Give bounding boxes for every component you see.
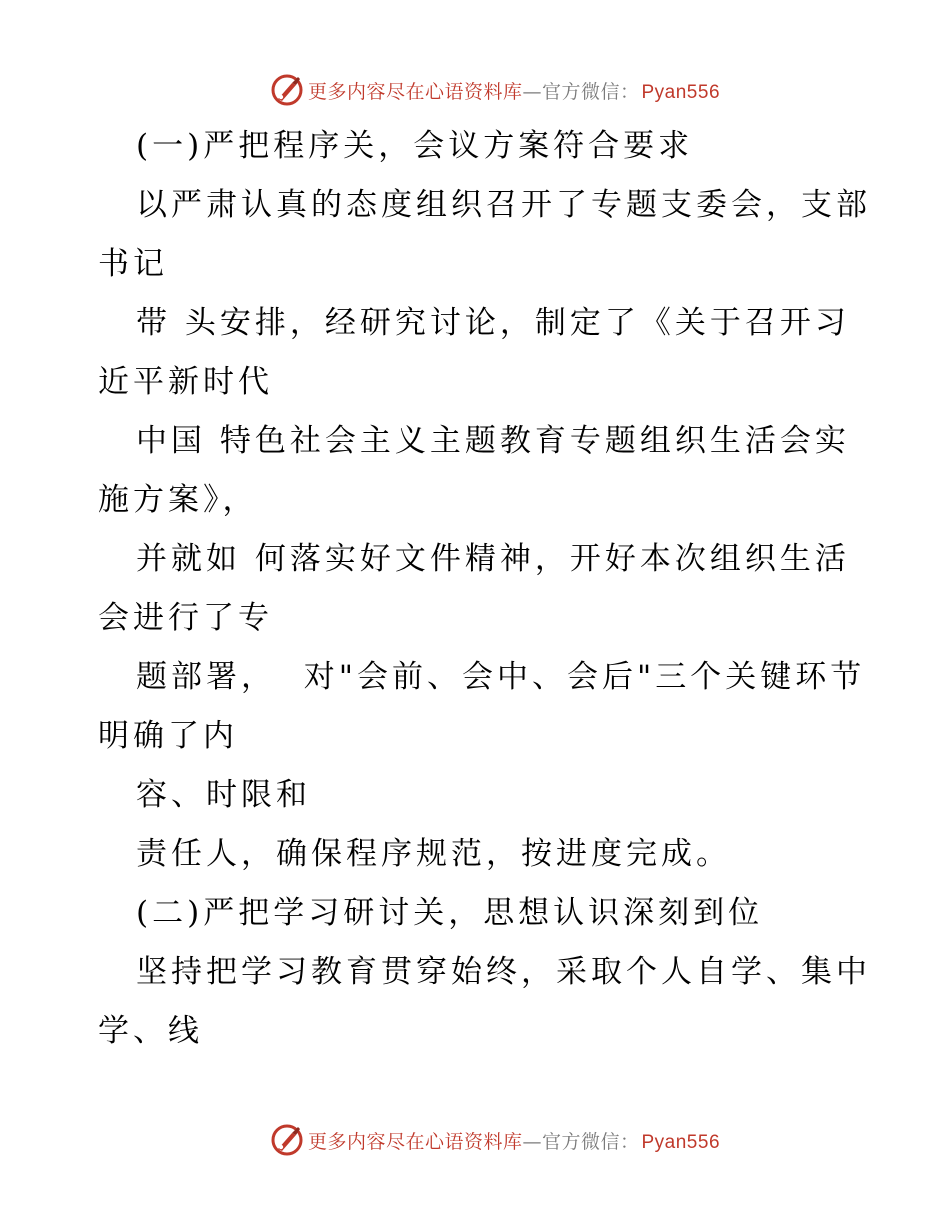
footer-banner-inner [270,1123,720,1157]
text-line: 明确了内 [98,718,238,754]
document-body [98,117,871,1061]
text-line: 会进行了专 [98,600,273,636]
header-dash: — [522,80,542,103]
text-line: (二)严把学习研讨关，思想认识深刻到位 [136,895,764,931]
quill-pen-logo-icon [270,73,304,107]
header-wechat-id: Pyan556 [641,81,721,103]
footer-banner-text [308,1127,720,1154]
quill-pen-logo-icon [270,1123,304,1157]
text-line: 责任人，确保程序规范，按进度完成。 [136,836,731,872]
footer-dash: — [522,1130,542,1153]
header-wechat-label: 官方微信： [541,80,640,103]
header-banner-text [308,77,720,104]
footer-site-text: 更多内容尽在心语资料库 [307,1130,523,1153]
header-site-text: 更多内容尽在心语资料库 [307,80,523,103]
header-banner-inner [270,73,720,107]
footer-banner [0,1120,950,1160]
footer-wechat-id: Pyan556 [641,1131,721,1153]
text-line: 以严肃认真的态度组织召开了专题支委会，支部 [136,187,871,223]
text-line: 施方案》， [98,482,258,518]
text-line: 带 头安排，经研究讨论，制定了《关于召开习 [136,305,850,341]
header-banner [0,70,950,110]
text-line: 书记 [98,246,168,282]
text-line: 题部署， 对"会前、会中、会后"三个关键环节 [136,659,866,695]
text-line: 并就如 何落实好文件精神，开好本次组织生活 [136,541,850,577]
text-line: 中国 特色社会主义主题教育专题组织生活会实 [136,423,850,459]
text-line: 近平新时代 [98,364,273,400]
text-line: 学、线 [98,1013,203,1049]
footer-wechat-label: 官方微信： [541,1130,640,1153]
text-line: (一)严把程序关，会议方案符合要求 [136,128,694,164]
text-line: 容、时限和 [136,777,311,813]
text-line: 坚持把学习教育贯穿始终，采取个人自学、集中 [136,954,871,990]
